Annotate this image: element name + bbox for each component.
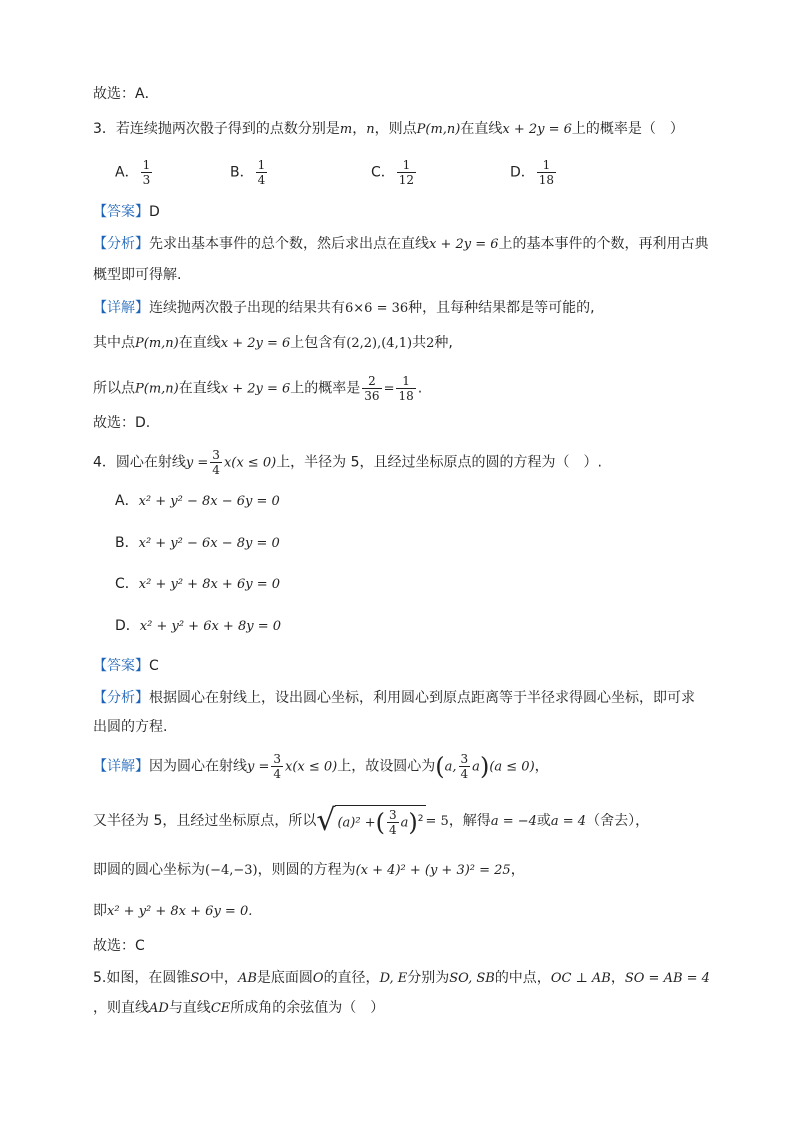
q5-text: 是底面圆 (256, 970, 313, 986)
q4-number: 4． (93, 454, 116, 471)
fraction (210, 448, 222, 477)
q4-option-b (115, 533, 280, 554)
point-p: P(m,n) (135, 381, 179, 397)
open-paren: ( (435, 752, 445, 781)
numerator: 3 (212, 448, 220, 462)
equals: = (383, 381, 395, 397)
fraction (362, 374, 381, 403)
denominator: 4 (257, 173, 266, 187)
math-expr: O (312, 971, 324, 986)
answer-value: C (149, 658, 159, 674)
option-equation: x² + y² − 8x − 6y = 0 (138, 494, 280, 509)
option-fraction (537, 158, 556, 187)
denominator: 36 (364, 389, 380, 403)
q5-text: 与直线 (168, 1000, 211, 1016)
q3-option-c (371, 158, 418, 187)
math-expr: = 5 (425, 814, 449, 829)
q5-text: 分别为 (407, 970, 450, 986)
math-expr: y = (247, 759, 270, 775)
numerator: 1 (397, 158, 416, 173)
q4-detail-line3 (93, 860, 525, 881)
choose-text: 故选：D. (93, 415, 151, 431)
detail-text: 所以点 (93, 380, 135, 397)
q3-detail-line2 (93, 333, 453, 354)
detail-text: ， (510, 862, 525, 878)
sep: ， (352, 121, 367, 137)
answer-tag: 【答案】 (93, 204, 149, 220)
point-p: P(m,n) (135, 336, 179, 351)
math-expr: a = −4 (490, 814, 537, 829)
numerator: 1 (142, 158, 151, 172)
option-label: D． (115, 618, 140, 634)
q4-option-a (115, 491, 280, 512)
math-expr: x(x ≤ 0) (223, 455, 277, 471)
prev-answer-line (93, 84, 159, 104)
detail-text: 上，故设圆心为 (337, 758, 436, 775)
point-p: P(m,n) (416, 122, 461, 137)
math-expr: a (400, 815, 409, 831)
q3-text-post: 上的概率是（ ） (571, 121, 684, 137)
var-n: n (366, 122, 375, 137)
detail-text: 即 (93, 903, 107, 919)
answer-value: D (149, 204, 160, 220)
q3-number: 3． (93, 121, 116, 137)
q5-text: 的直径， (323, 970, 380, 986)
option-fraction (397, 158, 416, 187)
q4-text: 上，半径为 5，且经过坐标原点的圆的方程为（ ）. (276, 454, 602, 471)
math-expr: a (472, 759, 480, 775)
math-expr: y = (185, 455, 209, 471)
q5-stem-line1 (93, 968, 710, 989)
numerator: 1 (537, 158, 556, 173)
math-expr: a, (444, 759, 457, 775)
detail-tag: 【详解】 (93, 758, 149, 775)
points: (2,2),(4,1) (346, 336, 413, 351)
q4-detail-line1 (93, 752, 549, 781)
q3-option-b (230, 158, 269, 187)
q5-text: 5.如图，在圆锥 (93, 970, 191, 986)
fraction (459, 752, 471, 781)
q3-detail-line1 (93, 298, 595, 319)
q4-analysis-line1 (93, 688, 695, 708)
line-equation: x + 2y = 6 (220, 381, 291, 397)
q5-stem-line2 (93, 998, 384, 1019)
q4-option-d (115, 616, 281, 637)
option-label: B． (115, 535, 139, 551)
q3-analysis-line1 (93, 234, 709, 255)
detail-text: 种，且每种结果都是等可能的, (408, 300, 595, 316)
detail-text: 在直线 (178, 335, 221, 351)
math-expr: x² + y² + 8x + 6y = 0. (107, 904, 253, 919)
square: 2 (417, 813, 424, 824)
math-expr: (a ≤ 0) (489, 759, 535, 775)
line-equation: x + 2y = 6 (429, 237, 499, 252)
math-expr: D, E (379, 971, 408, 986)
denominator: 4 (460, 767, 469, 781)
q4-answer (93, 656, 159, 676)
sqrt-expression (316, 805, 425, 837)
q3-option-a (115, 158, 154, 187)
detail-text: 连续抛两次骰子出现的结果共有 (149, 300, 345, 316)
q4-text: 圆心在射线 (115, 454, 186, 471)
option-label: C． (115, 576, 139, 592)
detail-text: 或 (536, 813, 551, 829)
fraction (387, 808, 399, 837)
option-label: D． (510, 164, 535, 181)
analysis-text: 先求出基本事件的总个数，然后求出点在直线 (149, 236, 429, 252)
math-expr: SO (190, 971, 210, 986)
var-m: m (339, 122, 353, 137)
count: 2 (426, 336, 435, 351)
q3-text-mid: ，则点 (374, 121, 417, 137)
numerator: 1 (257, 158, 266, 172)
analysis-tag: 【分析】 (93, 236, 149, 252)
detail-text: 共 (412, 335, 427, 351)
q5-text: 中， (209, 970, 238, 986)
q3-choose (93, 413, 150, 433)
denominator: 18 (538, 173, 555, 187)
numerator: 3 (389, 808, 397, 822)
q3-option-d (510, 158, 558, 187)
q5-text: 所成角的余弦值为（ ） (230, 1000, 385, 1016)
numerator: 1 (396, 374, 415, 389)
option-equation: x² + y² + 8x + 6y = 0 (138, 577, 280, 592)
sqrt-sign: √ (316, 803, 336, 838)
math-expr: (−4,−3) (205, 863, 258, 878)
detail-text: 种, (434, 335, 453, 351)
detail-text: 其中点 (93, 335, 135, 351)
period: . (417, 380, 423, 397)
fraction (271, 752, 283, 781)
q3-stem (93, 119, 684, 140)
option-fraction (141, 158, 153, 187)
analysis-text: 概型即可得解. (93, 267, 182, 283)
denominator: 4 (389, 823, 397, 837)
analysis-text: 上的基本事件的个数，再利用古典 (498, 236, 709, 252)
numerator: 3 (273, 752, 282, 766)
q4-detail-line2 (93, 805, 649, 837)
math-expr: (x + 4)² + (y + 3)² = 25 (355, 863, 511, 878)
math-expr: OC ⊥ AB (550, 971, 611, 986)
analysis-text: 根据圆心在射线上，设出圆心坐标，利用圆心到原点距离等于半径求得圆心坐标，即可求 (149, 690, 695, 706)
q4-stem (93, 448, 602, 477)
detail-text: 因为圆心在射线 (149, 758, 247, 775)
math-expr: AD (149, 1001, 169, 1016)
math-expr: SO, SB (449, 971, 495, 986)
fraction (396, 374, 415, 403)
detail-text: ，解得 (448, 813, 491, 829)
line-equation: x + 2y = 6 (220, 336, 291, 351)
option-label: C． (371, 164, 395, 181)
denominator: 3 (142, 173, 151, 187)
analysis-tag: 【分析】 (93, 690, 149, 706)
detail-tag: 【详解】 (93, 300, 149, 316)
detail-text: 上包含有 (290, 335, 347, 351)
denominator: 18 (398, 389, 414, 403)
q3-answer (93, 202, 160, 222)
math-expr: CE (210, 1001, 231, 1016)
detail-text: 即圆的圆心坐标为 (93, 862, 205, 878)
q3-detail-line3 (93, 374, 422, 403)
option-label: A． (115, 164, 139, 181)
detail-text: ，则圆的方程为 (257, 862, 356, 878)
math-expr: (a)² + (337, 815, 376, 831)
q4-choose (93, 936, 145, 956)
math-expr: x(x ≤ 0) (285, 759, 338, 775)
option-equation: x² + y² − 6x − 8y = 0 (138, 536, 280, 551)
math-expr: a = 4 (550, 814, 587, 829)
open-paren: ( (375, 808, 385, 837)
analysis-text: 出圆的方程. (93, 719, 168, 735)
numerator: 2 (362, 374, 381, 389)
q4-option-c (115, 574, 280, 595)
detail-text: 又半径为 5，且经过坐标原点，所以 (93, 813, 317, 829)
answer-tag: 【答案】 (93, 658, 149, 674)
q4-analysis-line2 (93, 717, 167, 737)
detail-text: （舍去）， (586, 813, 650, 829)
q5-text: ， (610, 970, 625, 986)
denominator: 12 (398, 173, 415, 187)
detail-text: 在直线 (178, 380, 221, 397)
q5-text: ，则直线 (93, 1000, 149, 1016)
math-expr: AB (237, 971, 257, 986)
q3-text: 若连续抛两次骰子得到的点数分别是 (115, 121, 340, 137)
math-expr: SO = AB = 4 (624, 971, 710, 986)
sqrt-body (335, 805, 425, 837)
option-label: B． (230, 164, 254, 181)
choose-text: 故选：A． (93, 86, 159, 102)
q3-analysis-line2 (93, 265, 181, 285)
q3-text-mid2: 在直线 (460, 121, 503, 137)
q5-text: 的中点， (494, 970, 551, 986)
option-equation: x² + y² + 6x + 8y = 0 (139, 619, 281, 634)
option-label: A． (115, 493, 139, 509)
close-paren: ) (479, 752, 490, 781)
detail-text: ， (534, 758, 549, 775)
numerator: 3 (460, 752, 469, 766)
line-equation: x + 2y = 6 (502, 122, 572, 137)
detail-text: 上的概率是 (290, 380, 361, 397)
q4-detail-line4 (93, 901, 252, 922)
math-expr: 6×6 = 36 (345, 301, 409, 316)
option-fraction (256, 158, 268, 187)
denominator: 4 (273, 767, 282, 781)
close-paren: ) (408, 808, 418, 837)
denominator: 4 (212, 463, 220, 477)
choose-text: 故选：C (93, 938, 145, 954)
